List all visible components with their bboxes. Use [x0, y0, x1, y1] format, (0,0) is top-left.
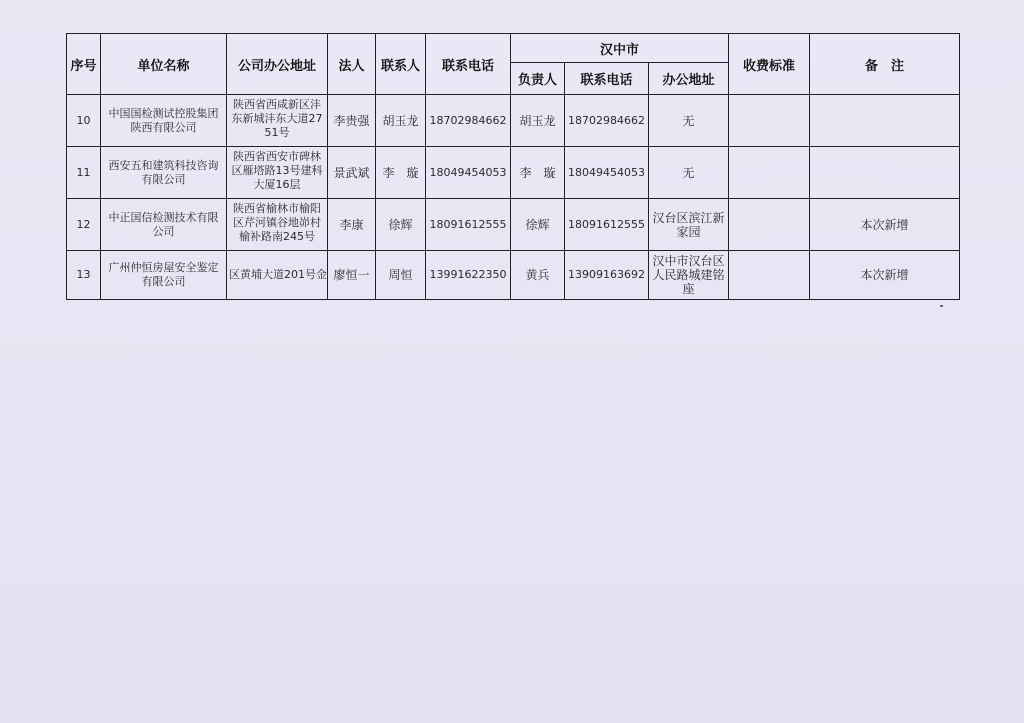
table-row — [67, 199, 960, 251]
cell-company: 中国国检测试控股集团陕西有限公司 — [101, 95, 227, 147]
cell-manager-phone: 18091612555 — [565, 199, 649, 251]
cell-phone: 18091612555 — [426, 199, 511, 251]
table-row — [67, 251, 960, 300]
cell-legal: 李贵强 — [328, 95, 376, 147]
cell-office: 汉台区滨江新家园 — [649, 199, 729, 251]
header-legal-person: 法人 — [328, 34, 376, 95]
cell-contact: 李 璇 — [376, 147, 426, 199]
header-region: 汉中市 — [511, 34, 729, 63]
cell-fee — [729, 199, 810, 251]
cell-address: 区黄埔大道201号金 — [227, 251, 328, 300]
header-remarks: 备 注 — [810, 34, 960, 95]
cell-phone: 18049454053 — [426, 147, 511, 199]
cell-fee — [729, 147, 810, 199]
cell-manager-phone: 18049454053 — [565, 147, 649, 199]
header-phone: 联系电话 — [426, 34, 511, 95]
cell-remarks — [810, 147, 960, 199]
cell-company: 中正国信检测技术有限公司 — [101, 199, 227, 251]
cell-company: 广州仲恒房屋安全鉴定有限公司 — [101, 251, 227, 300]
cell-office: 汉中市汉台区人民路城建铭座 — [649, 251, 729, 300]
header-region-phone: 联系电话 — [565, 63, 649, 95]
cell-remarks: 本次新增 — [810, 199, 960, 251]
header-index: 序号 — [67, 34, 101, 95]
cell-legal: 廖恒一 — [328, 251, 376, 300]
header-region-manager: 负责人 — [511, 63, 565, 95]
cell-legal: 景武斌 — [328, 147, 376, 199]
cell-company: 西安五和建筑科技咨询有限公司 — [101, 147, 227, 199]
header-company: 单位名称 — [101, 34, 227, 95]
cell-legal: 李康 — [328, 199, 376, 251]
cell-manager: 李 璇 — [511, 147, 565, 199]
cell-manager: 胡玉龙 — [511, 95, 565, 147]
cell-remarks: 本次新增 — [810, 251, 960, 300]
cell-phone: 18702984662 — [426, 95, 511, 147]
cell-remarks — [810, 95, 960, 147]
cell-fee — [729, 251, 810, 300]
cell-index: 10 — [67, 95, 101, 147]
company-table — [66, 33, 960, 300]
cell-address: 陕西省西咸新区沣东新城沣东大道2751号 — [227, 95, 328, 147]
cell-fee — [729, 95, 810, 147]
cell-office: 无 — [649, 95, 729, 147]
table-row — [67, 95, 960, 147]
header-contact: 联系人 — [376, 34, 426, 95]
cell-index: 13 — [67, 251, 101, 300]
header-office-address: 公司办公地址 — [227, 34, 328, 95]
cell-manager-phone: 18702984662 — [565, 95, 649, 147]
header-region-office: 办公地址 — [649, 63, 729, 95]
cell-address: 陕西省榆林市榆阳区芹河镇谷地峁村榆补路南245号 — [227, 199, 328, 251]
cell-phone: 13991622350 — [426, 251, 511, 300]
cell-index: 12 — [67, 199, 101, 251]
cell-contact: 徐辉 — [376, 199, 426, 251]
cell-contact: 胡玉龙 — [376, 95, 426, 147]
cell-address: 陕西省西安市碑林区雁塔路13号建科大厦16层 — [227, 147, 328, 199]
cell-manager-phone: 13909163692 — [565, 251, 649, 300]
ink-speck — [940, 305, 943, 307]
cell-manager: 黄兵 — [511, 251, 565, 300]
header-fee: 收费标准 — [729, 34, 810, 95]
cell-contact: 周恒 — [376, 251, 426, 300]
cell-manager: 徐辉 — [511, 199, 565, 251]
cell-index: 11 — [67, 147, 101, 199]
table-row — [67, 147, 960, 199]
cell-office: 无 — [649, 147, 729, 199]
